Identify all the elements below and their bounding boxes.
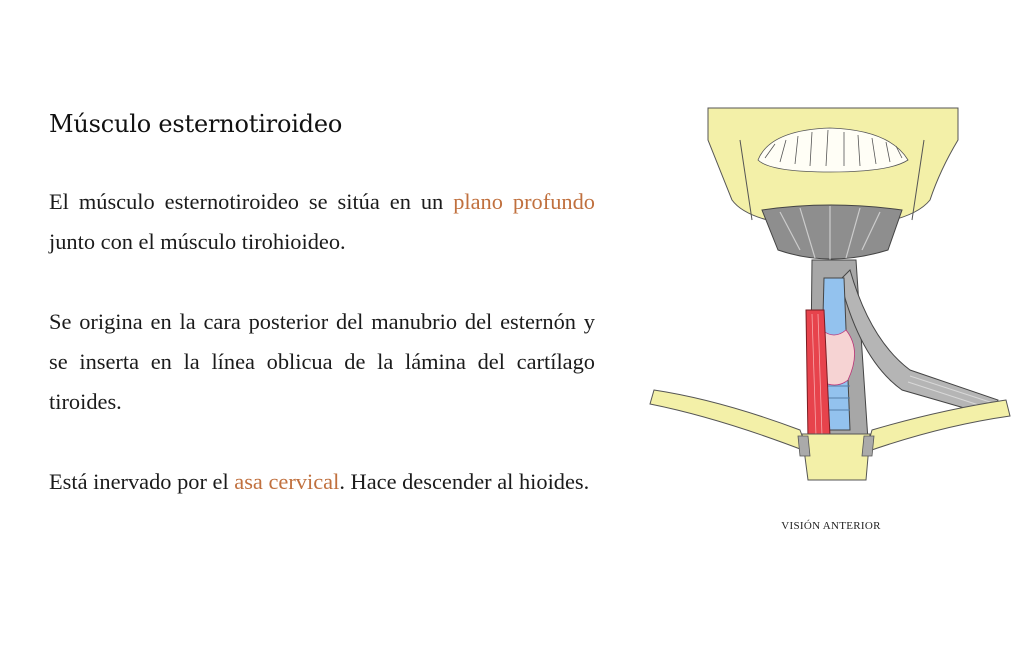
paragraph-location-text-end: junto con el músculo tirohioideo. [49,229,346,254]
asa-cervical-link[interactable]: asa cervical [234,469,340,494]
manubrium-image [802,434,870,480]
suprahyoid-muscles-image [762,205,902,259]
anatomy-illustration [640,100,1020,540]
paragraph-innervation [49,462,595,502]
paragraph-location-text: El músculo esternotiroideo se sitúa en un [49,189,454,214]
paragraph-origin-insertion: Se origina en la cara posterior del manubrio del esternón y se inserta en la línea oblicua de la lámina del cartílago tiroides. [49,309,595,414]
figure-caption: VISIÓN ANTERIOR [781,520,881,532]
clavicle-right-image [866,400,1010,452]
paragraph-innervation-text: Está inervado por el [49,469,235,494]
plano-profundo-link[interactable]: plano profundo [453,189,595,214]
paragraph-innervation-text-end: . Hace descender al hioides. [339,469,590,494]
paragraph-location [49,182,595,262]
page-title: Músculo esternotiroideo [49,110,343,138]
clavicle-left-image [650,390,808,452]
article [49,110,595,542]
